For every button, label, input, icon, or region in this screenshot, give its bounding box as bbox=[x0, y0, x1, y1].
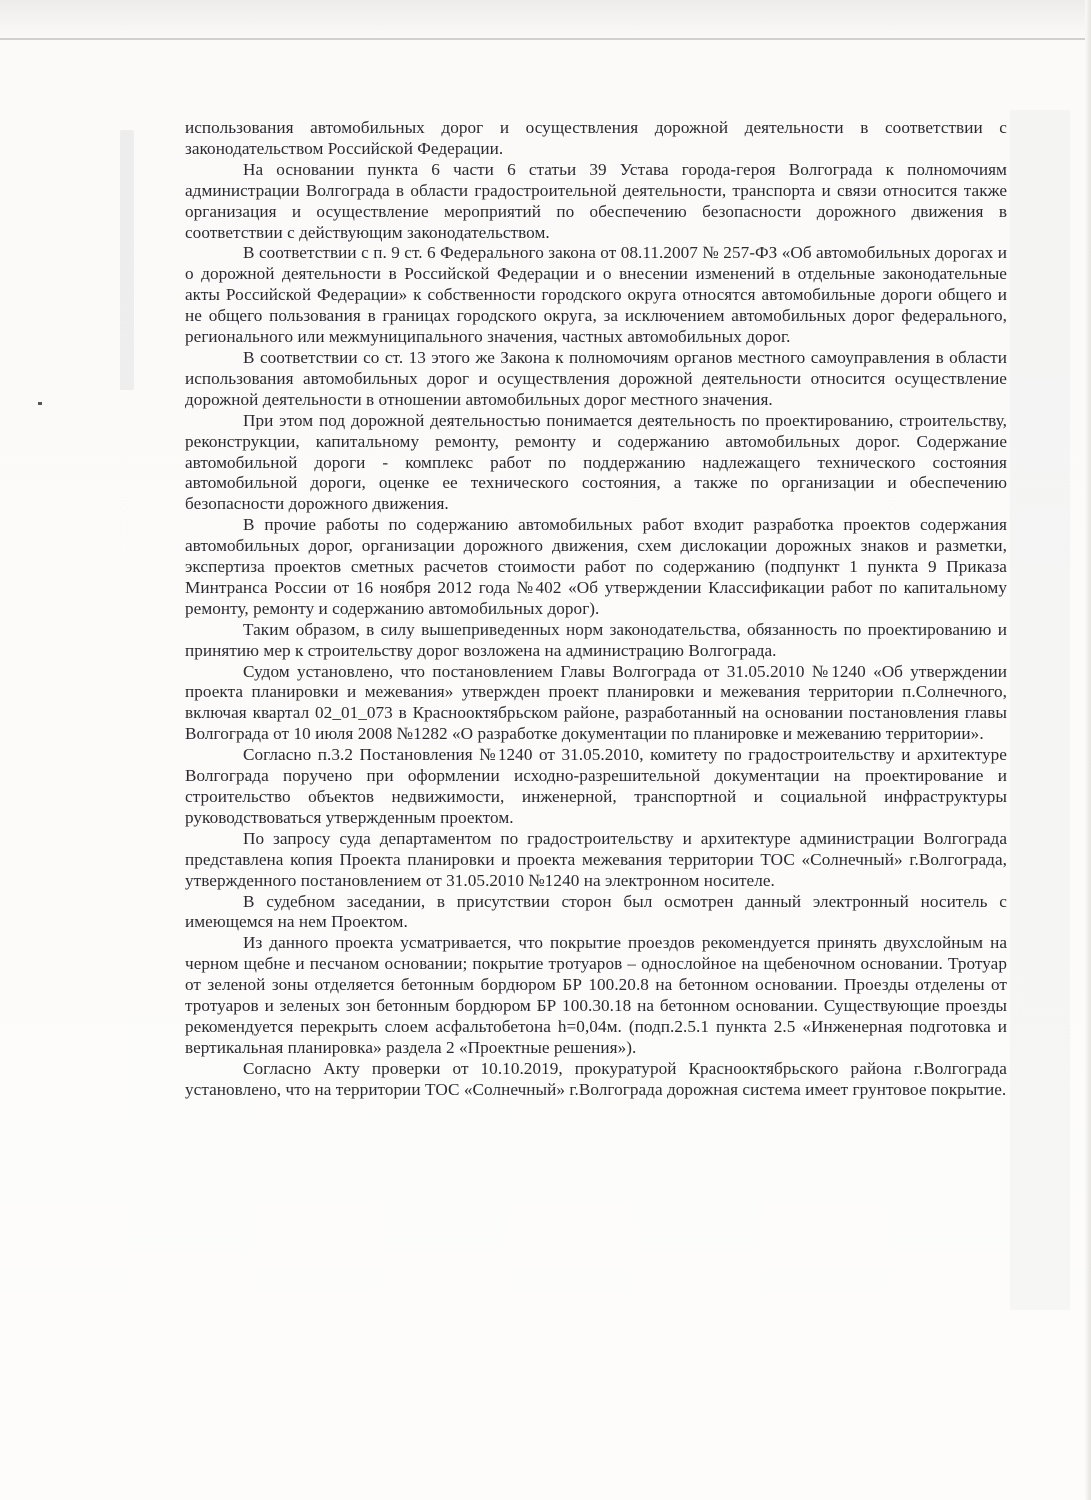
paragraph-10: По запросу суда департаментом по градостроительству и архитектуре администрации Волгограда представлена копия Проекта планировки и проекта межевания территории ТОС «Солнечный» г.Волгограда, утвержденного постановлением от 31.05.2010 №1240 на электронном носителе. bbox=[185, 828, 1007, 890]
paragraph-5: При этом под дорожной деятельностью понимается деятельность по проектированию, строительству, реконструкции, капитальному ремонту, ремонту и содержанию автомобильных дорог. Содержание автомобильной дороги - комплекс работ по поддержанию надлежащего технического состояния автомобильной дороги, оценке ее технического состояния, а также по организации и обеспечению безопасности дорожного движения. bbox=[185, 410, 1007, 514]
paragraph-1: использования автомобильных дорог и осуществления дорожной деятельности в соответствии с законодательством Российской Федерации. bbox=[185, 118, 1007, 158]
paragraph-11: В судебном заседании, в присутствии сторон был осмотрен данный электронный носитель с имеющемся на нем Проектом. bbox=[185, 891, 1007, 932]
paragraph-6: В прочие работы по содержанию автомобильных работ входит разработка проектов содержания автомобильных дорог, организации дорожного движения, схем дислокации дорожных знаков и разметки, экспертиза проектов сметных расчетов стоимости работ по содержанию (подпункт 1 пункта 9 Приказа Минтранса России от 16 ноября 2012 года №402 «Об утверждении Классификации работ по капитальному ремонту, ремонту и содержанию автомобильных дорог). bbox=[185, 515, 1007, 618]
show-through-right bbox=[1010, 110, 1070, 1310]
paragraph-4: В соответствии со ст. 13 этого же Закона к полномочиям органов местного самоуправления в области использования автомобильных дорог и осуществления дорожной деятельности относится осуществление дорожной деятельности в отношении автомобильных дорог местного значения. bbox=[185, 347, 1007, 409]
paragraph-3: В соответствии с п. 9 ст. 6 Федерального закона от 08.11.2007 № 257-ФЗ «Об автомобильных дорогах и о дорожной деятельности в Российской Федерации и о внесении изменений в отдельные законодательные акты Российской Федерации» к собственности городского округа относятся автомобильные дороги общего и не общего пользования в границах городского округа, за исключением автомобильных дорог федерального, регионального или межмуниципального значения, частных автомобильных дорог. bbox=[185, 243, 1007, 347]
paragraph-13: Согласно Акту проверки от 10.10.2019, прокуратурой Краснооктябрьского района г.Волгограда установлено, что на территории ТОС «Солнечный» г.Волгограда дорожная система имеет грунтовое покрытие. bbox=[185, 1058, 1007, 1099]
document-body bbox=[185, 118, 1007, 1101]
paragraph-2: На основании пункта 6 части 6 статьи 39 Устава города-героя Волгограда к полномочиям администрации Волгограда в области градостроительной деятельности, транспорта и связи относится также организация и осуществление мероприятий по обеспечению безопасности дорожного движения в соответствии с действующим законодательством. bbox=[185, 159, 1007, 242]
page-fold-line bbox=[0, 38, 1091, 40]
show-through-left bbox=[120, 130, 134, 390]
paragraph-12: Из данного проекта усматривается, что покрытие проездов рекомендуется принять двухслойным на черном щебне и песчаном основании; покрытие тротуаров – однослойное на щебеночном основании. Тротуар от зеленой зоны отделяется бетонным бордюром БР 100.20.8 на бетонном основании. Проезды отделены от тротуаров и зеленых зон бетонным бордюром БР 100.30.18 на бетонном основании. Существующие проезды рекомендуется перекрыть слоем асфальтобетона h=0,04м. (подп.2.5.1 пункта 2.5 «Инженерная подготовка и вертикальная планировка» раздела 2 «Проектные решения»). bbox=[185, 933, 1007, 1057]
paragraph-8: Судом установлено, что постановлением Главы Волгограда от 31.05.2010 №1240 «Об утверждении проекта планировки и межевания» утвержден проект планировки и межевания территории п.Солнечного, включая квартал 02_01_073 в Краснооктябрьском районе, разработанный на основании постановления главы Волгограда от 10 июля 2008 №1282 «О разработке документации по планировке и межеванию территории». bbox=[185, 661, 1007, 744]
page-right-edge bbox=[1085, 0, 1091, 1500]
paragraph-9: Согласно п.3.2 Постановления №1240 от 31.05.2010, комитету по градостроительству и архитектуре Волгограда поручено при оформлении исходно-разрешительной документации на проектирование и строительство объектов недвижимости, инженерной, транспортной и социальной инфраструктуры руководствоваться утвержденным проектом. bbox=[185, 745, 1007, 827]
scan-speck bbox=[38, 402, 42, 405]
paragraph-7: Таким образом, в силу вышеприведенных норм законодательства, обязанность по проектированию и принятию мер к строительству дорог возложена на администрацию Волгограда. bbox=[185, 619, 1007, 660]
